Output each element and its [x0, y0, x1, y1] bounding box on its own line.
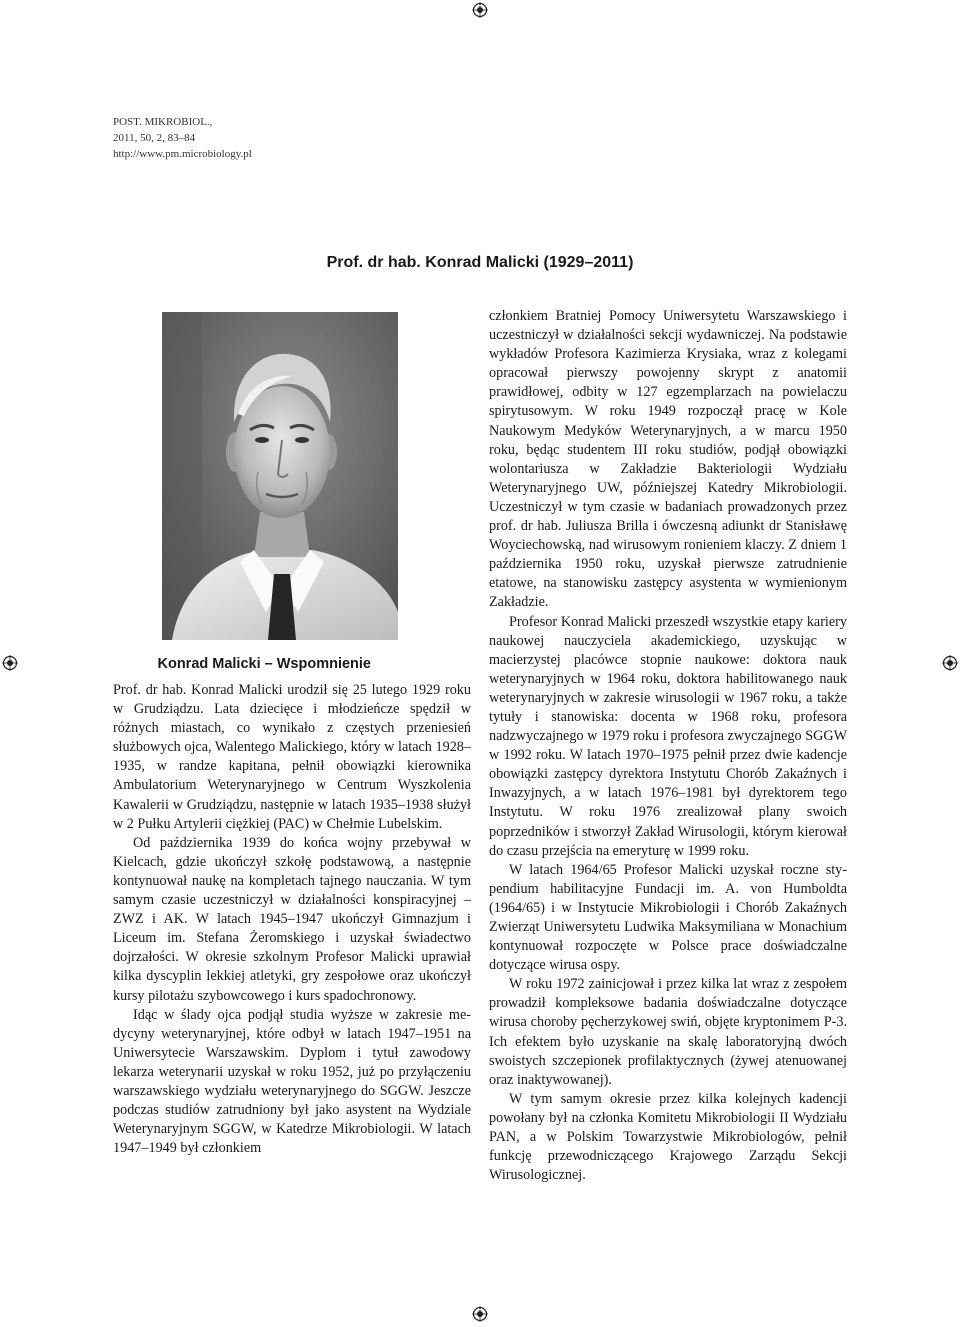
journal-volume: 2011, 50, 2, 83–84	[113, 132, 196, 144]
paragraph: W roku 1972 zainicjował i przez kilka lat wraz z zespołem prowadził kompleksowe badania doświadczalne dotyczące wirusa choroby pęcherzykowej swiń, objęte kryptonimem P-3. Ich efektem było uzyskanie na skalę laboratoryjną dwóch swoistych szczepionek profilaktycznych (żywej atenuowanej oraz inaktywowanej).	[489, 976, 847, 1088]
registration-mark-icon	[472, 2, 488, 18]
registration-mark-icon	[942, 655, 958, 671]
paragraph: członkiem Bratniej Pomocy Uniwersytetu Warszawskiego i uczestniczył w działalności sekcji wydawniczej. Na podstawie wykładów Profesora Kazimierza Krysiaka, wraz z kolegami opracował pierwszy powojenny skrypt z anatomii prawidłowej, odbity w 127 egzemplarzach na powielaczu spirytusowym. W roku 1949 rozpoczął pracę w Kole Naukowym Medyków Weterynaryjnych, a w marcu 1950 roku, będąc studentem III roku studiów, podjął obowiązki wolontariusza w Zakładzie Bakteriologii Wydziału Weterynaryjnego UW, późniejszej Katedry Mikrobiologii. Uczestniczył w tym czasie w badaniach prowadzonych przez prof. dr hab. Juliusza Brilla i ówczesną adiunkt dr Stanisławę Woyciechowską, nad wirusowym ronieniem klaczy. Z dniem 1 października 1950 roku, uzyskał pierwsze zatrudnienie etatowe, na stanowisku zastępcy asystenta w wymienionym Zakładzie.	[489, 308, 847, 611]
text-column-right	[489, 307, 847, 1185]
paragraph: W latach 1964/65 Profesor Malicki uzyskał roczne stypendium habilitacyjne Fundacji im. A. von Humboldta (1964/65) i w Instytucie Mikrobiologii i Chorób Zakaźnych Zwierząt Uniwersytetu Ludwika Maksymiliana w Monachium kontynuował rozpoczęte w Polsce prace doświadczalne dotyczące wirusa ospy.	[489, 861, 847, 974]
paragraph: Prof. dr hab. Konrad Malicki urodził się 25 lutego 1929 roku w Grudziądzu. Lata dziecięce i młodzieńcze spędził w różnych miastach, co wynikało z częstych przeniesień służbowych ojca, Walentego Malickiego, który w latach 1928–1935, w randze kapitana, pełnił obowiązki kierownika Ambulatorium Weterynaryjnego w Centrum Wyszkolenia Kawalerii w Grudziądzu, następnie w latach 1935–1938 służył w 2 Pułku Artylerii ciężkiej (PAC) w Chełmie Lubelskim.	[113, 682, 471, 832]
journal-citation	[113, 114, 252, 162]
paragraph: Profesor Konrad Malicki przeszedł wszystkie etapy kariery naukowej nauczyciela akademickiego, uzyskując w macierzystej placówce stopnie naukowe: doktora nauk weterynaryjnych w 1964 roku, doktora habilitowanego nauk weterynaryjnych w zakresie wirusologii w 1967 roku, a także tytuły i stanowiska: docenta w 1968 roku, profesora nadzwyczajnego w 1979 roku i profesora zwyczajnego SGGW w 1992 roku. W latach 1970–1975 pełnił przez dwie kadencje obowiązki zastępcy dyrektora Instytutu Chorób Zakaźnych i Inwazyjnych, a w latach 1976–1981 był dyrektorem tego Instytutu. W roku 1976 zrealizował plany swoich poprzedników i stworzył Zakład Wirusologii, którym kierował do czasu przejścia na emeryturę w 1999 roku.	[489, 613, 847, 859]
paragraph: W tym samym okresie przez kilka kolejnych kadencji powołany był na członka Komitetu Mikrobiologii II Wydziału PAN, a w Polskim Towarzystwie Mikrobiologów, pełnił funkcję przewodniczącego Krajowego Zarządu Sekcji Wirusologicznej.	[489, 1090, 847, 1184]
portrait-photo	[162, 312, 398, 640]
text-column-left	[113, 681, 471, 1158]
paragraph: Od października 1939 do końca wojny przebywał w Kielcach, gdzie ukończył szkołę podstawową, a następnie kontynuował naukę na kompletach tajnego nauczania. W tym samym czasie uczestniczył w działalności konspiracyjnej – ZWZ i AK. W latach 1945–1947 ukończył Gimnazjum i Liceum im. Stefana Żeromskiego i uzyskał świadectwo dojrzałości. W okresie szkolnym Profesor Malicki uprawiał kilka dyscyplin lekkiej atletyki, gry zespołowe oraz ukończył kursy pilotażu szybowcowego i kurs spadochronowy.	[113, 834, 471, 1004]
journal-name: POST. MIKROBIOL.,	[113, 116, 213, 128]
registration-mark-icon	[472, 1306, 488, 1322]
journal-url: http://www.pm.microbiology.pl	[113, 148, 252, 160]
section-title: Konrad Malicki – Wspomnienie	[157, 656, 371, 672]
page-title: Prof. dr hab. Konrad Malicki (1929–2011)	[326, 254, 634, 271]
paragraph: Idąc w ślady ojca podjął studia wyższe w zakresie medycyny weterynaryjnej, które odbył w latach 1947–1951 na Uniwersytecie Warszawskim. Dyplom i tytuł zawodowy lekarza weterynarii uzyskał w roku 1952, już po przyłączeniu warszawskiego wydziału weterynaryjnego do SGGW. Jeszcze podczas studiów zatrudniony był jako asystent na Wydziale Weterynaryjnym SGGW, w Katedrze Mikrobiologii. W latach 1947–1949 był członkiem	[113, 1006, 471, 1157]
registration-mark-icon	[2, 655, 18, 671]
